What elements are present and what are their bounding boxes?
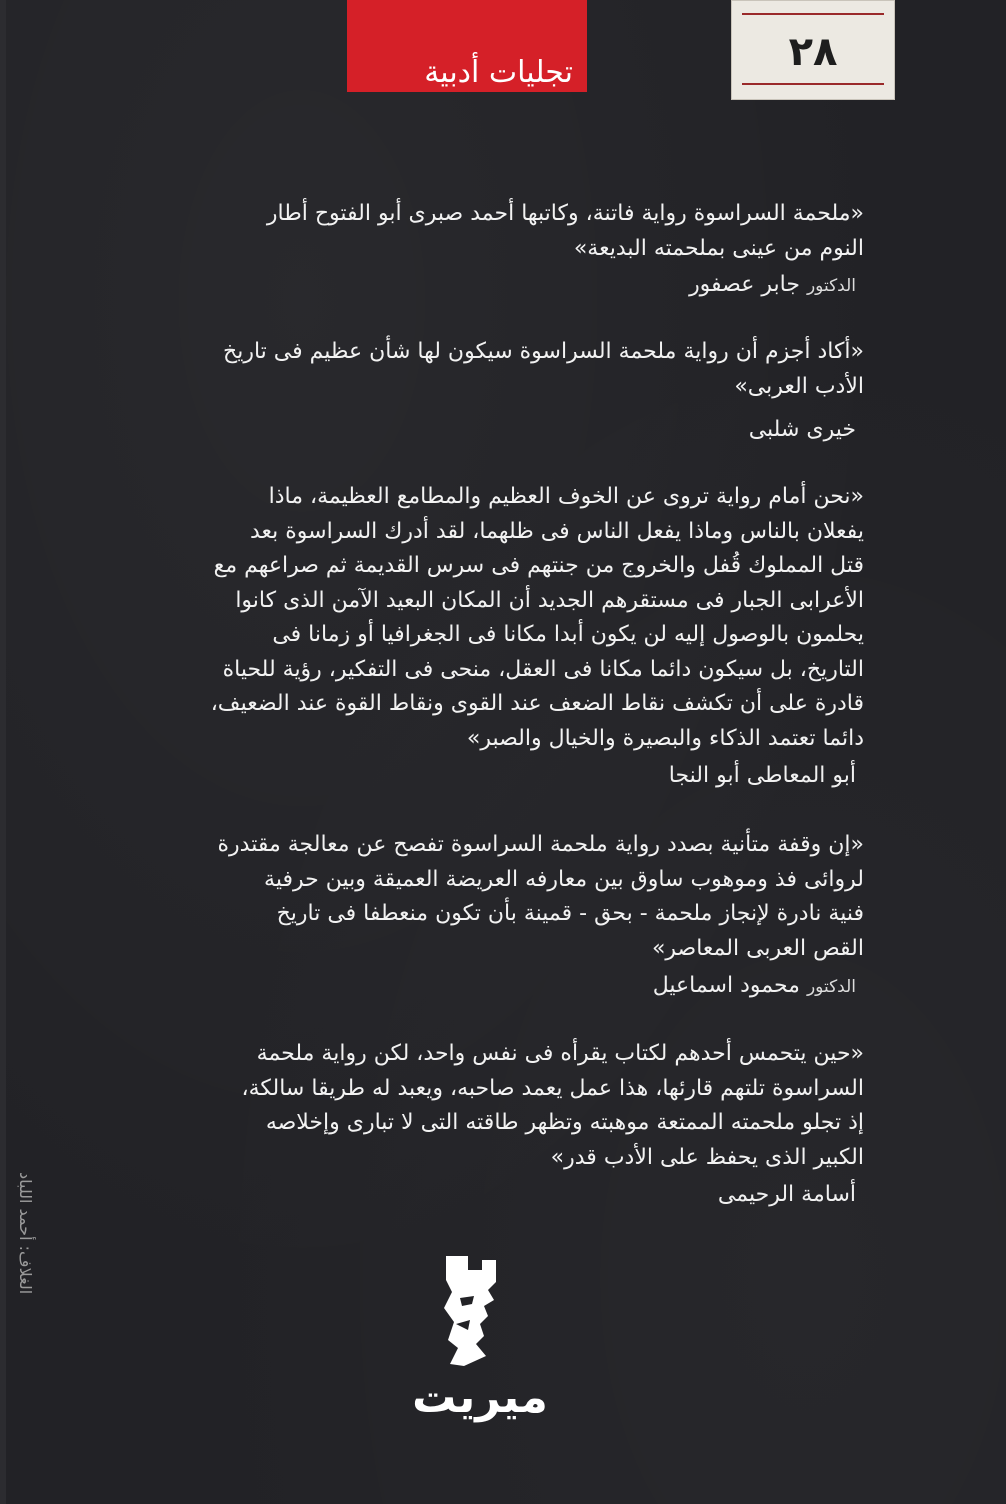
publisher-name: ميريت [412, 1372, 548, 1423]
quote-author [718, 1182, 856, 1207]
quote-block [241, 1037, 864, 1175]
quote-author [689, 272, 856, 297]
series-title: تجليات أدبية [424, 55, 573, 90]
quote-line: «إن وقفة متأنية بصدد رواية ملحمة السراسوة تفصح عن معالجة مقتدرة [217, 832, 864, 857]
quote-line: النوم من عينى بملحمته البديعة» [573, 235, 864, 261]
quote-line: الكبير الذى يحفظ على الأدب قدر» [550, 1144, 864, 1170]
author-title: الدكتور [806, 977, 856, 997]
author-name: خيرى شلبى [748, 417, 856, 442]
quote-line: يحلمون بالوصول إليه لن يكون أبدا مكانا فى الجغرافيا أو زمانا فى [272, 622, 864, 647]
cover-edge [0, 0, 6, 1504]
sticker-bottom-stripe [742, 83, 884, 85]
author-name: أسامة الرحيمى [717, 1182, 856, 1207]
quote-block [218, 828, 865, 966]
author-name: محمود اسماعيل [652, 973, 800, 998]
quote-line: «نحن أمام رواية تروى عن الخوف العظيم والمطامع العظيمة، ماذا [268, 484, 864, 509]
quote-block [223, 335, 864, 404]
quote-line: دائما تعتمد الذكاء والبصيرة والخيال والصبر» [466, 725, 864, 751]
quote-line: قادرة على أن تكشف نقاط الضعف عند القوى ونقاط القوة عند الضعيف، [210, 691, 864, 716]
sticker-number: ٢٨ [788, 29, 838, 75]
quote-author [653, 973, 856, 998]
quote-line: «حين يتحمس أحدهم لكتاب يقرأه فى نفس واحد، لكن رواية ملحمة [256, 1041, 864, 1066]
author-name: جابر عصفور [689, 272, 800, 297]
quote-line: الأعرابى الجبار فى مستقرهم الجديد أن المكان البعيد الآمن الذى كانوا [235, 587, 864, 613]
quote-line: التاريخ، بل سيكون دائما مكانا فى العقل، منحى فى التفكير، رؤية للحياة [222, 656, 864, 682]
quote-line: «أكاد أجزم أن رواية ملحمة السراسوة سيكون لها شأن عظيم فى تاريخ [223, 339, 864, 364]
author-name: أبو المعاطى أبو النجا [668, 763, 856, 788]
publisher-logo-icon [438, 1252, 510, 1370]
quote-author [669, 763, 856, 788]
quote-line: القص العربى المعاصر» [651, 935, 864, 961]
sticker-top-stripe [742, 13, 884, 15]
price-sticker [731, 0, 895, 100]
quote-block [211, 480, 864, 756]
series-label [347, 0, 587, 92]
quote-block [267, 197, 864, 266]
author-title: الدكتور [806, 276, 856, 296]
quote-line: إذ تجلو ملحمته الممتعة موهبته وتظهر طاقته التى لا تبارى وإخلاصه [265, 1110, 864, 1135]
quote-line: السراسوة تلتهم قارئها، هذا عمل يعمد صاحبه، ويعبد له طريقا سالكة، [241, 1075, 864, 1101]
cover-designer-credit: الغلاف: أحمد اللباد [16, 1172, 35, 1295]
quote-author [749, 417, 856, 442]
quote-line: فنية نادرة لإنجاز ملحمة - بحق - قمينة بأن تكون منعطفا فى تاريخ [276, 901, 864, 926]
quote-line: «ملحمة السراسوة رواية فاتنة، وكاتبها أحمد صبرى أبو الفتوح أطار [266, 201, 864, 226]
quote-line: الأدب العربى» [734, 373, 864, 399]
quote-line: قتل المملوك قُفل والخروج من جنتهم فى سرس القديمة ثم صراعهم مع [213, 553, 864, 578]
quote-line: لروائى فذ وموهوب ساوق بين معارفه العريضة العميقة وبين حرفية [264, 866, 864, 892]
quote-line: يفعلان بالناس وماذا يفعل الناس فى ظلهما، لقد أدرك السراسوة بعد [249, 518, 864, 544]
